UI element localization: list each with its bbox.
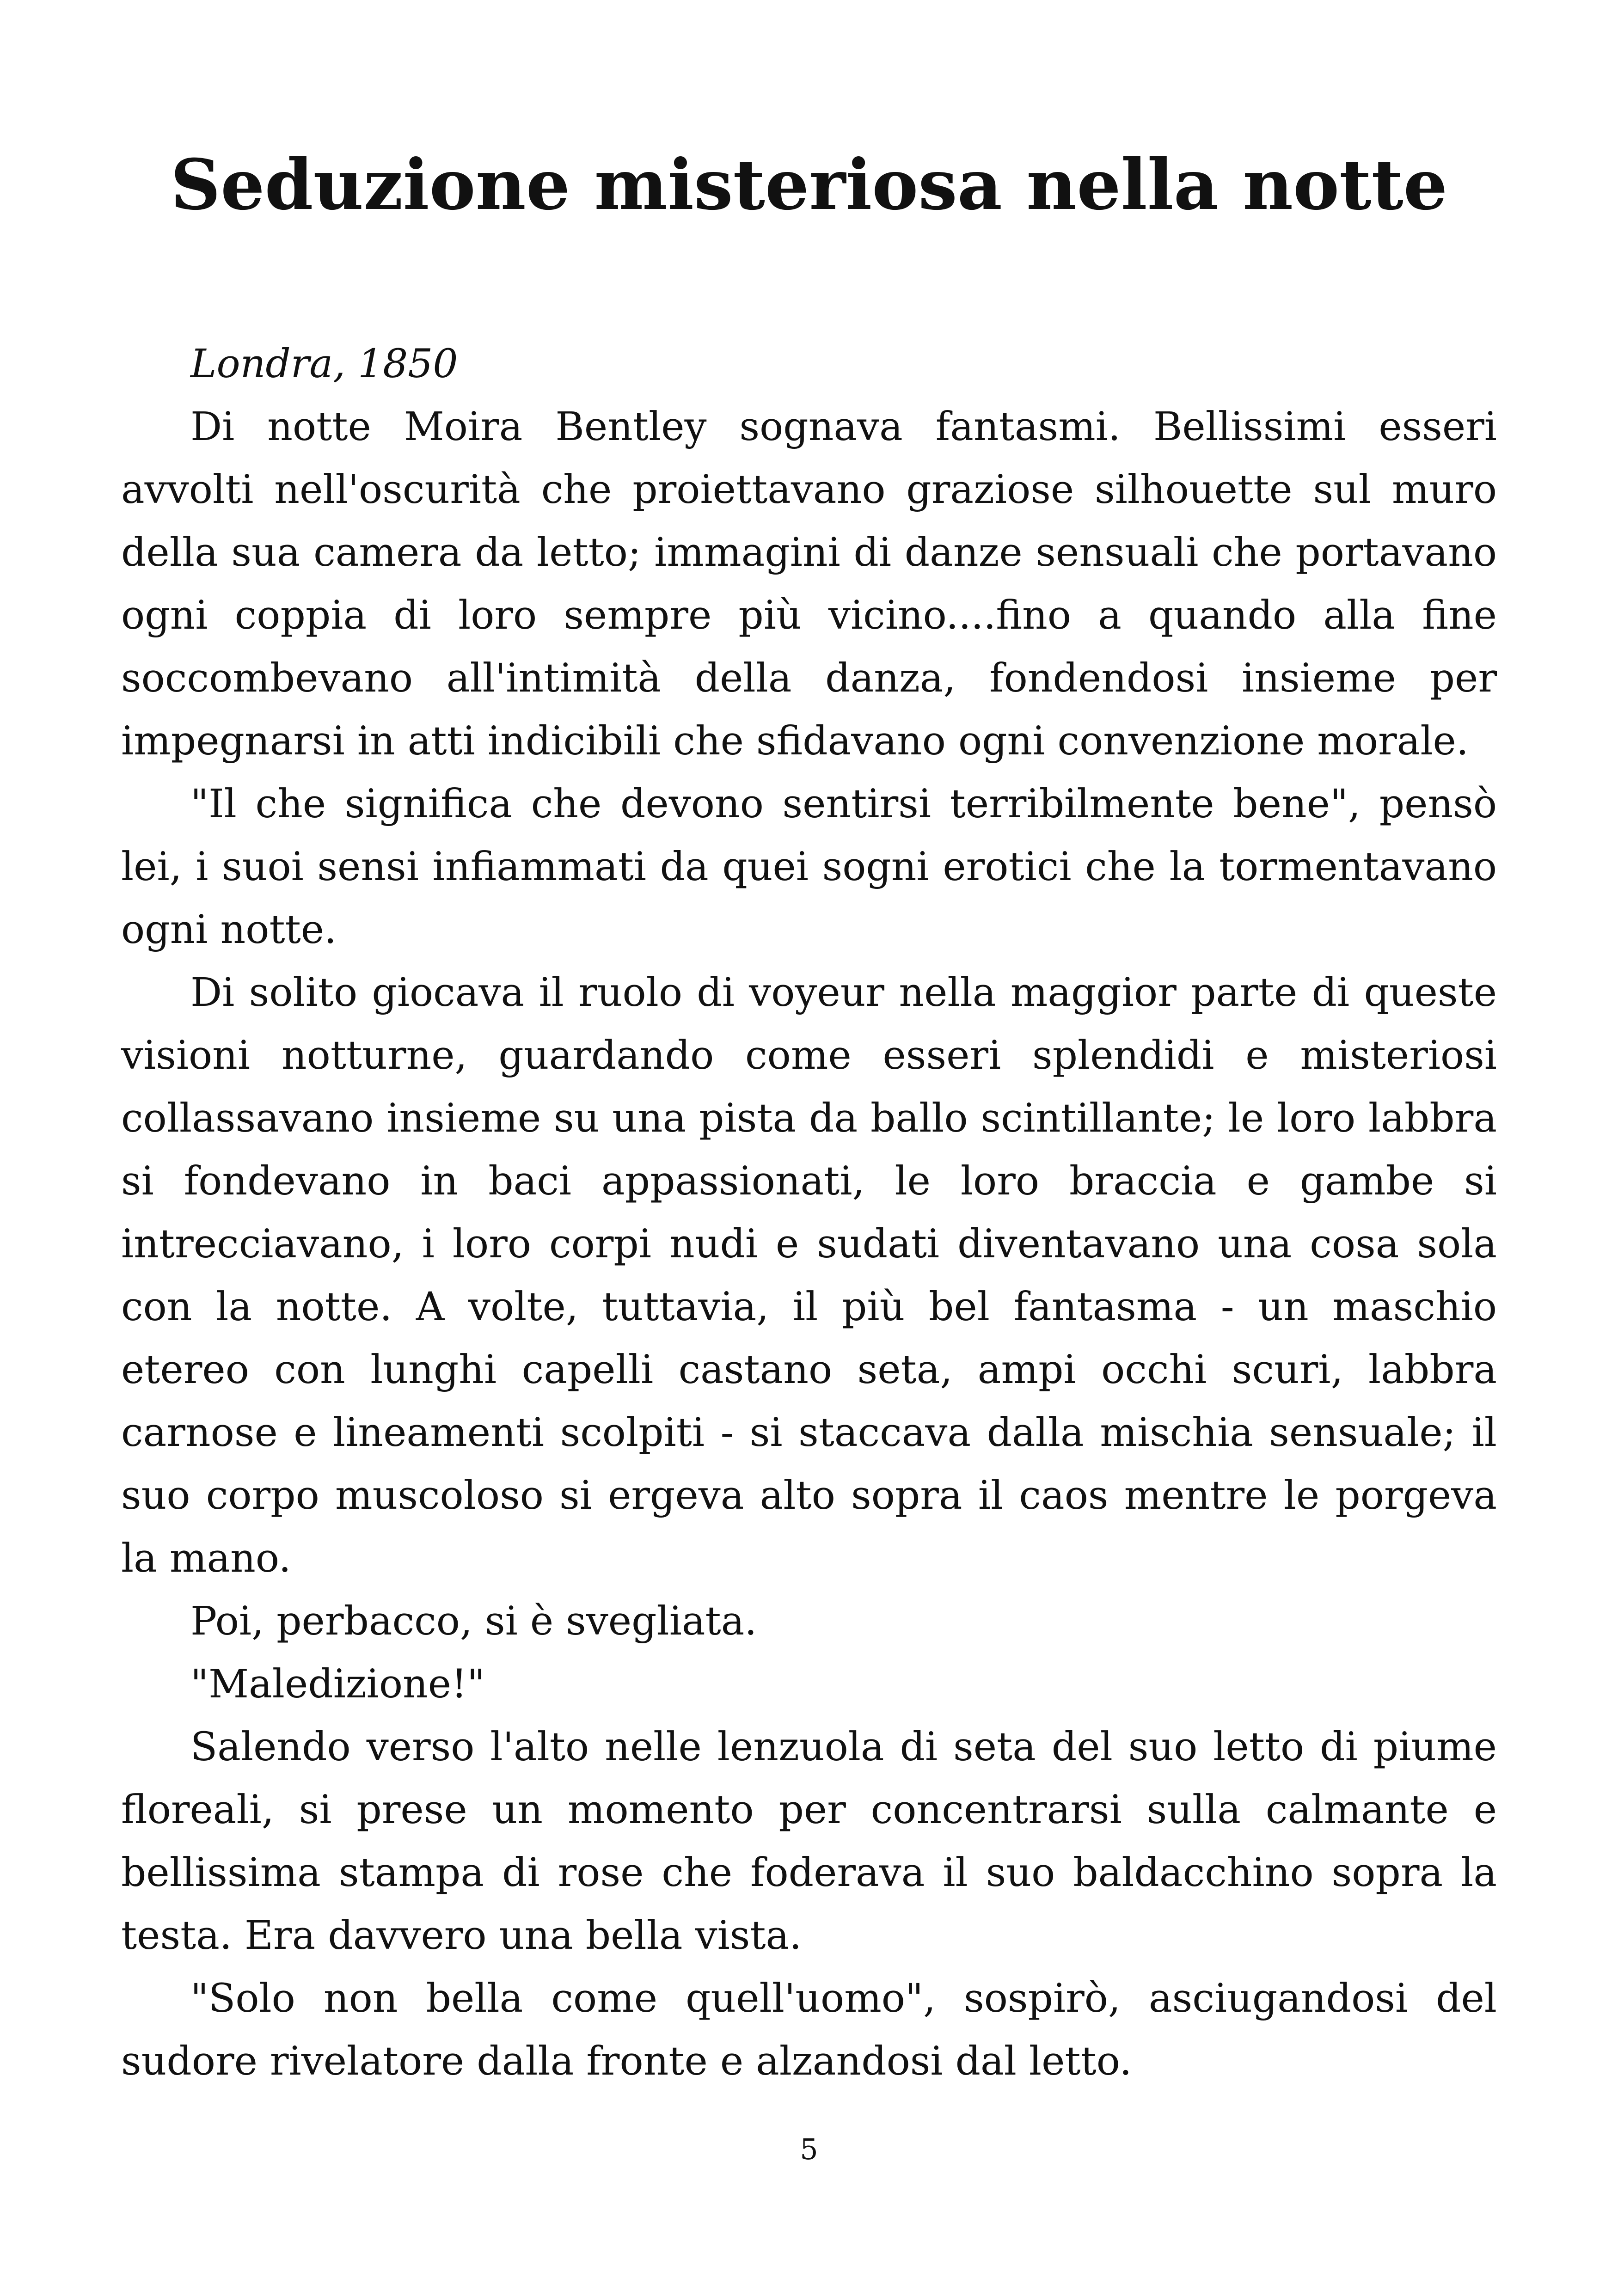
paragraph-4: Poi, perbacco, si è svegliata. [190,1598,757,1644]
paragraph-3: Di solito giocava il ruolo di voyeur nella maggior parte di queste visioni notturne, guardando come esseri splendidi e misteriosi collassavano insieme su una pista da ballo scintillante; le loro labbra si fondevano in baci appassionati, le loro braccia e gambe si intrecciavano, i loro corpi nudi e sudati diventavano una cosa sola con la notte. A volte, tuttavia, il più bel fantasma - un maschio etereo con lunghi capelli castano seta, ampi occhi scuri, labbra carnose e lineamenti scolpiti - si staccava dalla mischia sensuale; il suo corpo muscoloso si ergeva alto sopra il caos mentre le porgeva la mano. [121,970,1497,1581]
paragraph-2: "Il che significa che devono sentirsi terribilmente bene", pensò lei, i suoi sensi infiammati da quei sogni erotici che la tormentavano ogni notte. [121,781,1497,953]
paragraph-5: "Maledizione!" [190,1661,485,1707]
chapter-body [121,333,1497,2093]
paragraph-1: Di notte Moira Bentley sognava fantasmi. Bellissimi esseri avvolti nell'oscurità che proiettavano graziose silhouette sul muro della sua camera da letto; immagini di danze sensuali che portavano ogni coppia di loro sempre più vicino....fino a quando alla fine soccombevano all'intimità della danza, fondendosi insieme per impegnarsi in atti indicibili che sfidavano ogni convenzione morale. [121,404,1497,764]
chapter-title: Seduzione misteriosa nella notte [170,144,1448,226]
paragraph-6: Salendo verso l'alto nelle lenzuola di seta del suo letto di piume floreali, si prese un momento per concentrarsi sulla calmante e bellissima stampa di rose che foderava il suo baldacchino sopra la testa. Era davvero una bella vista. [121,1724,1497,1959]
dateline: Londra, 1850 [190,341,458,387]
page-number: 5 [800,2132,818,2166]
paragraph-7: "Solo non bella come quell'uomo", sospirò, asciugandosi del sudore rivelatore dalla fronte e alzandosi dal letto. [121,1976,1497,2084]
